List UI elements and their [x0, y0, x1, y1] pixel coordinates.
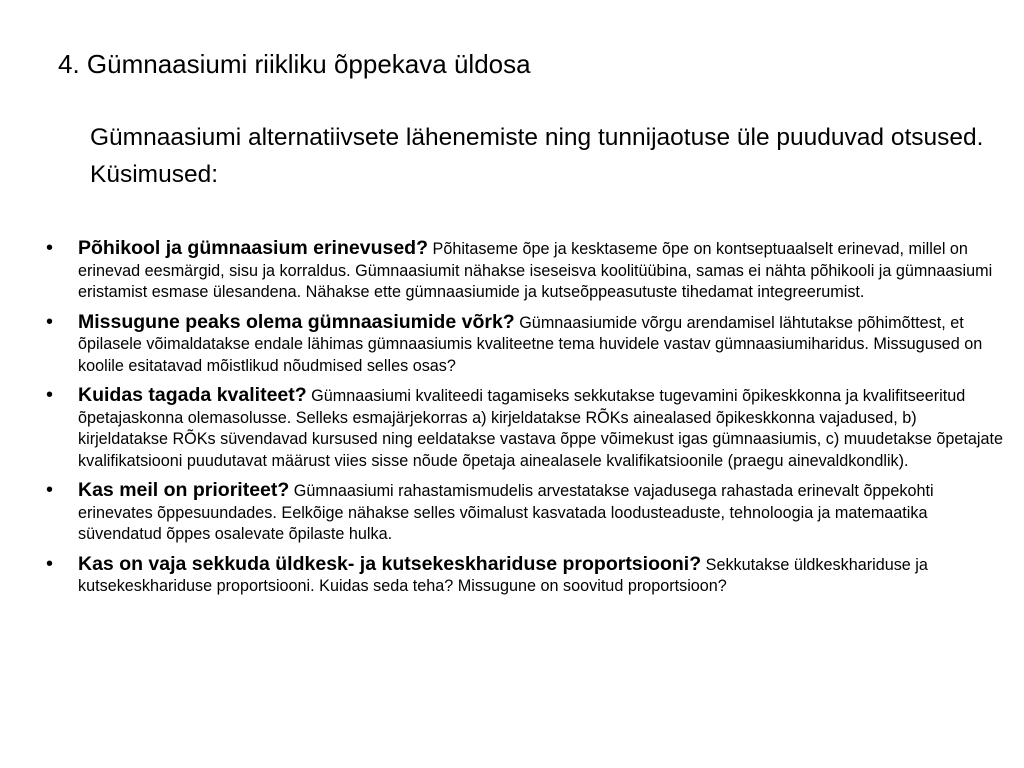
intro-paragraph: Gümnaasiumi alternatiivsete lähenemiste ning tunnijaotuse üle puuduvad otsused.	[90, 124, 984, 151]
bullet-question: Põhikool ja gümnaasium erinevused?	[78, 237, 429, 259]
questions-list	[46, 236, 1006, 604]
slide-title: 4. Gümnaasiumi riikliku õppekava üldosa	[58, 49, 531, 79]
bullet-question: Kas meil on prioriteet?	[78, 479, 290, 501]
intro-block	[90, 122, 990, 190]
list-item	[46, 383, 1006, 472]
questions-heading: Küsimused:	[90, 161, 219, 188]
list-item	[46, 236, 1006, 304]
bullet-icon: •	[46, 384, 54, 406]
list-item	[46, 552, 1006, 598]
bullet-text: Gümnaasiumi kvaliteedi tagamiseks sekkutakse tugevamini õpikeskkonna ja kvalifitseeritud õpetajaskonna olemasolusse. Selleks esmajärjekorras a) kirjeldatakse RÕKs ainealased õpikeskkonna vajadused, b) kirjeldatakse RÕKs süvendavad kursused ning eeldatakse vastava õppe võimekust igas gümnaasiumis, c) muudetakse õpetajate kvalifikatsiooni puudutavat määrust viies sisse nõude õpetaja ainealasele kvalifikatsioonile (praegu ainevaldkondlik).	[78, 387, 1003, 470]
bullet-icon: •	[46, 237, 54, 259]
bullet-icon: •	[46, 552, 54, 575]
bullet-text: Gümnaasiumide võrgu arendamisel lähtutakse põhimõttest, et õpilasele võimaldatakse endale lähimas gümnaasiumis kvaliteetne tema huvidele vastav gümnaasiumiharidus. Missugused on koolile esitatavad mõistlikud nõudmised selles osas?	[78, 313, 983, 375]
bullet-icon: •	[46, 310, 54, 333]
bullet-question: Kas on vaja sekkuda üldkesk- ja kutsekeskhariduse proportsiooni?	[78, 552, 702, 575]
bullet-text: Gümnaasiumi rahastamismudelis arvestatakse vajadusega rahastada erinevalt õppekohti erinevates õppesuundades. Eelkõige nähakse selles võimalust kasvatada loodusteaduste, tehnoloogia ja matemaatika süvendatud õppes osalevate õpilaste hulka.	[78, 482, 934, 543]
list-item	[46, 310, 1006, 378]
bullet-text: Sekkutakse üldkeskhariduse ja kutsekeskhariduse proportsiooni. Kuidas seda teha? Missugune on soovitud proportsioon?	[78, 555, 928, 595]
bullet-text: Põhitaseme õpe ja kesktaseme õpe on kontseptuaalselt erinevad, millel on erinevad eesmärgid, sisu ja korraldus. Gümnaasiumit nähakse iseseisva koolitüübina, samas ei nähta põhikooli ja gümnaasiumi eristamist esmase ülesandena. Nähakse ette gümnaasiumide ja kutseõppeasutuste tihedamat integreerumist.	[78, 240, 993, 301]
bullet-question: Kuidas tagada kvaliteet?	[78, 384, 307, 406]
list-item	[46, 478, 1006, 546]
bullet-question: Missugune peaks olema gümnaasiumide võrk?	[78, 310, 515, 333]
bullet-icon: •	[46, 479, 54, 501]
